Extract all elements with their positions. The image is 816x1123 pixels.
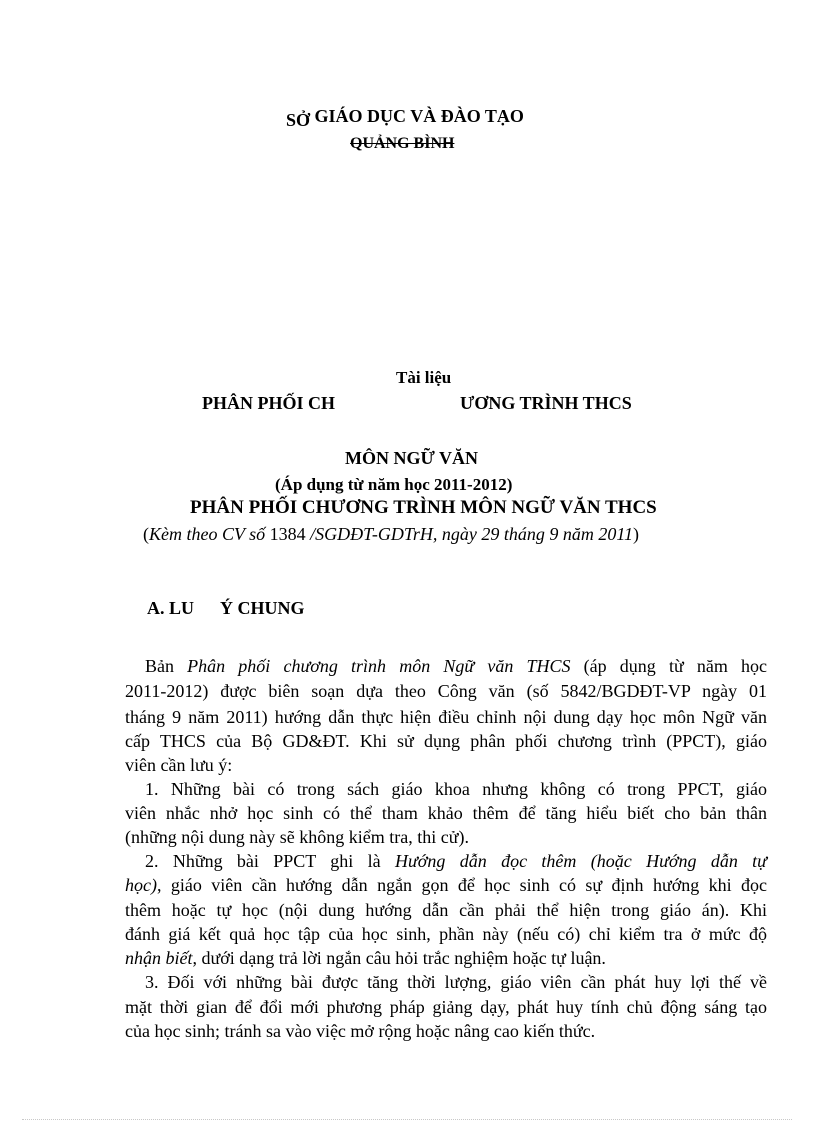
list-item-3-line: mặt thời gian để đổi mới phương pháp giảng dạy, phát huy tính chủ động sáng tạo — [125, 997, 767, 1017]
reference-text-1: Kèm theo CV số — [149, 524, 270, 544]
department-title: GIÁO DỤC VÀ ĐÀO TẠO — [314, 106, 524, 126]
list-item-2-line: nhận biết, dưới dạng trả lời ngắn câu hỏi trắc nghiệm hoặc tự luận. — [125, 948, 606, 968]
main-title-right: ƯƠNG TRÌNH THCS — [460, 393, 632, 413]
body-line: cấp THCS của Bộ GD&ĐT. Khi sử dụng phân phối chương trình (PPCT), giáo — [125, 731, 767, 751]
page-bottom-rule — [22, 1119, 792, 1120]
department-prefix: SỞ — [286, 110, 311, 130]
reference-text-2: /SGDĐT-GDTrH, ngày 29 tháng 9 năm 2011 — [305, 524, 634, 544]
section-heading-left: A. LU — [147, 598, 195, 618]
body-line: tháng 9 năm 2011) hướng dẫn thực hiện điều chỉnh nội dung dạy học môn Ngữ văn — [125, 707, 767, 727]
list-item-3-line: 3. Đối với những bài được tăng thời lượng, giáo viên cần phát huy lợi thế về — [145, 972, 767, 992]
document-type: Tài liệu — [396, 368, 452, 387]
list-item-2-line: 2. Những bài PPCT ghi là Hướng dẫn đọc thêm (hoặc Hướng dẫn tự — [145, 851, 767, 871]
subject-title: MÔN NGỮ VĂN — [345, 448, 478, 468]
section-heading-right: Ý CHUNG — [220, 598, 305, 618]
body-line: 2011-2012) được biên soạn dựa theo Công văn (số 5842/BGDĐT-VP ngày 01 — [125, 681, 767, 701]
applied-year: (Áp dụng từ năm học 2011-2012) — [275, 475, 513, 494]
list-item-2-line: thêm hoặc tự học (nội dung hướng dẫn cần phải thể hiện trong giáo án). Khi — [125, 900, 767, 920]
list-item-3-line: của học sinh; tránh sa vào việc mở rộng hoặc nâng cao kiến thức. — [125, 1021, 596, 1041]
province-name: QUẢNG BÌNH — [350, 135, 455, 152]
body-line: viên cần lưu ý: — [125, 755, 233, 775]
main-title-left: PHÂN PHỐI CH — [202, 393, 335, 413]
reference-close: ) — [633, 524, 640, 544]
list-item-1-line: (những nội dung này sẽ không kiểm tra, thi cử). — [125, 827, 469, 847]
body-line: Bản Phân phối chương trình môn Ngữ văn THCS (áp dụng từ năm học — [145, 656, 767, 676]
list-item-2-line: học), giáo viên cần hướng dẫn ngắn gọn để học sinh có sự định hướng khi đọc — [125, 875, 767, 895]
list-item-1-line: 1. Những bài có trong sách giáo khoa nhưng không có trong PPCT, giáo — [145, 779, 767, 799]
department-name — [286, 106, 524, 130]
list-item-1-line: viên nhắc nhở học sinh có thể tham khảo thêm để tăng hiểu biết cho bản thân — [125, 803, 767, 823]
reference-number: 1384 — [269, 524, 306, 544]
reference-open: ( — [143, 524, 149, 544]
reference-line — [143, 524, 639, 545]
program-title: PHÂN PHỐI CHƯƠNG TRÌNH MÔN NGỮ VĂN THCS — [190, 497, 657, 518]
list-item-2-line: đánh giá kết quả học tập của học sinh, phần này (nếu có) chỉ kiểm tra ở mức độ — [125, 924, 767, 944]
